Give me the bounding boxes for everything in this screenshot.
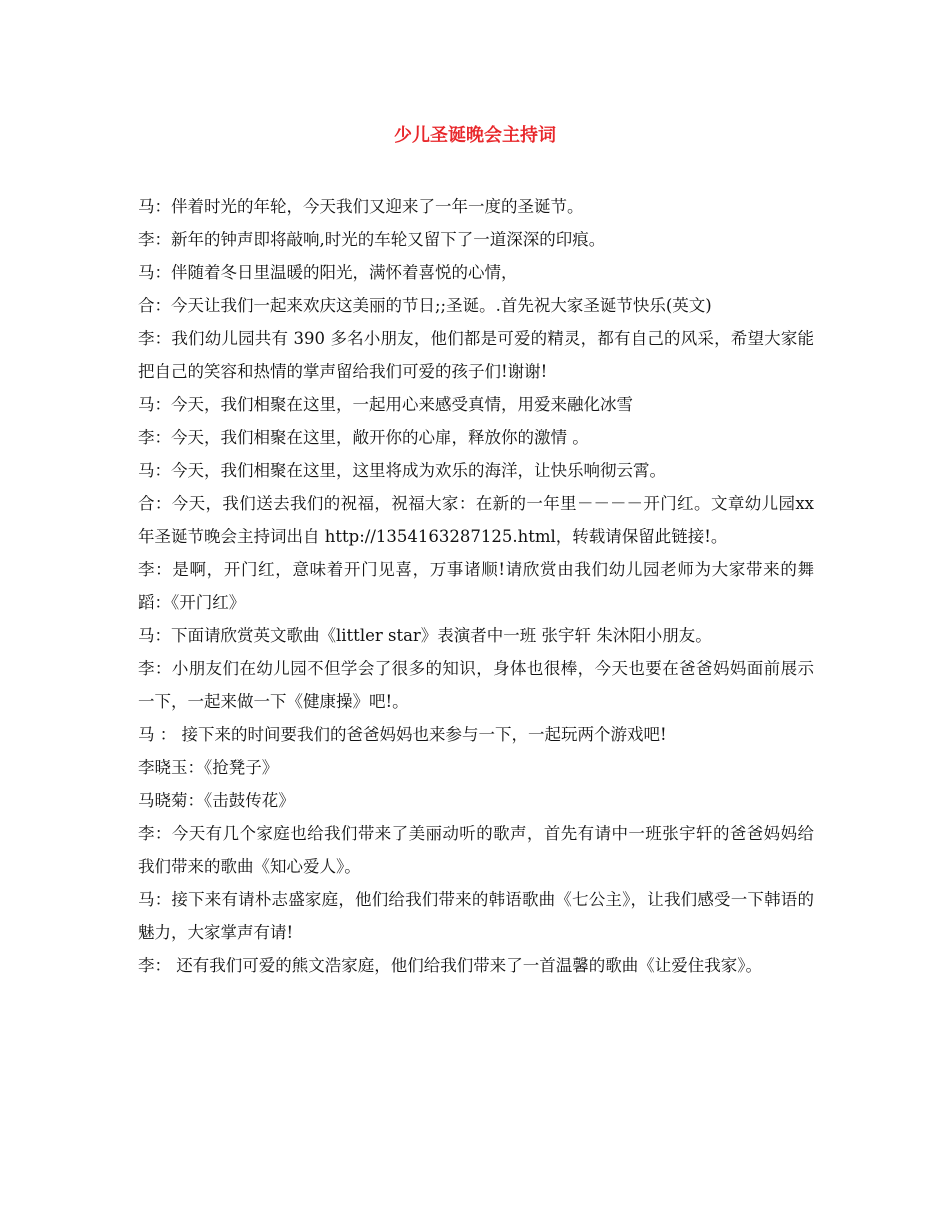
paragraph: 马：伴着时光的年轮，今天我们又迎来了一年一度的圣诞节。 [138,197,584,216]
paragraph: 李：小朋友们在幼儿园不但学会了很多的知识，身体也很棒，今天也要在爸爸妈妈面前展示一下，一起来做一下《健康操》吧!。 [138,659,814,711]
document-title: 少儿圣诞晚会主持词 [394,125,556,146]
paragraph: 李：我们幼儿园共有 390 多名小朋友，他们都是可爱的精灵，都有自己的风采，希望大家能把自己的笑容和热情的掌声留给我们可爱的孩子们!谢谢! [138,329,814,381]
paragraph: 李： 还有我们可爱的熊文浩家庭，他们给我们带来了一首温馨的歌曲《让爱住我家》。 [138,956,762,975]
paragraph: 马：今天，我们相聚在这里，一起用心来感受真情，用爱来融化冰雪 [138,395,633,414]
paragraph: 合：今天让我们一起来欢庆这美丽的节日;;圣诞。.首先祝大家圣诞节快乐(英文) [138,296,712,315]
paragraph: 李：新年的钟声即将敲响,时光的车轮又留下了一道深深的印痕。 [138,230,606,249]
paragraph: 李：今天有几个家庭也给我们带来了美丽动听的歌声，首先有请中一班张宇轩的爸爸妈妈给我们带来的歌曲《知心爱人》。 [138,824,814,876]
paragraph: 合：今天，我们送去我们的祝福，祝福大家：在新的一年里－－－－开门红。文章幼儿园xx年圣诞节晚会主持词出自 http://1354163287125.html，转载请保留此链接!。 [138,494,814,546]
paragraph: 马：接下来有请朴志盛家庭，他们给我们带来的韩语歌曲《七公主》，让我们感受一下韩语的魅力，大家掌声有请! [138,890,814,942]
paragraph: 马 ： 接下来的时间要我们的爸爸妈妈也来参与一下，一起玩两个游戏吧! [138,725,667,744]
paragraph: 李晓玉：《抢凳子》 [138,758,279,777]
document-body [138,190,814,982]
paragraph: 马晓菊：《击鼓传花》 [138,791,295,810]
paragraph: 马：下面请欣赏英文歌曲《littler star》表演者中一班 张宇轩 朱沐阳小朋友。 [138,626,712,645]
paragraph: 马：今天，我们相聚在这里，这里将成为欢乐的海洋，让快乐响彻云霄。 [138,461,666,480]
paragraph: 李：是啊，开门红，意味着开门见喜，万事诸顺!请欣赏由我们幼儿园老师为大家带来的舞蹈：《开门红》 [138,560,814,612]
paragraph: 马：伴随着冬日里温暖的阳光，满怀着喜悦的心情， [138,263,518,282]
paragraph: 李：今天，我们相聚在这里，敞开你的心扉，释放你的激情 。 [138,428,589,447]
